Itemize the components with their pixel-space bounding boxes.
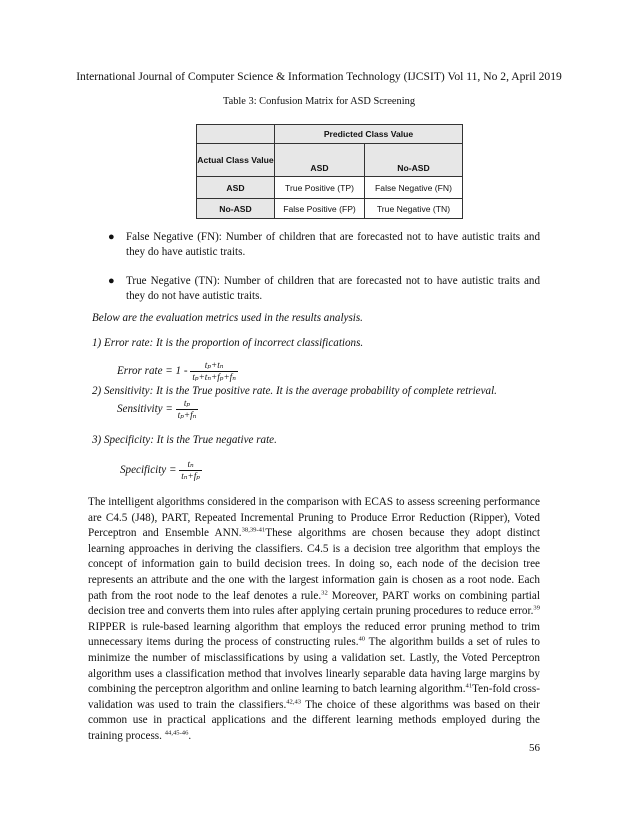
formula-lhs: Error rate = 1 - (117, 365, 188, 378)
page-number: 56 (529, 742, 540, 754)
cell-false-positive: False Positive (FP) (275, 199, 365, 219)
cell-true-negative: True Negative (TN) (365, 199, 463, 219)
formula-numerator: tₚ (183, 398, 191, 408)
metric-specificity-heading: 3) Specificity: It is the True negative rate. (92, 434, 277, 446)
text-run: These algorithms are chosen because they adopt distinct learning approaches in deriving the classifiers. C4.5 is a decision tree algorithm that employs the concept of information gain to build decision trees. In doing so, each node of the decision tree represents an attribute and the one with the largest information gain is chosen as a root node. Each path from the root node to the leaf denotes a rule. (88, 527, 540, 602)
error-rate-formula (117, 360, 238, 383)
predicted-class-header: Predicted Class Value (275, 125, 463, 144)
formula-fraction (176, 398, 199, 421)
text-run: . (188, 729, 192, 742)
definition-list (108, 230, 540, 318)
formula-lhs: Specificity = (120, 464, 177, 477)
text-run: The intelligent algorithms considered in the comparison with ECAS to assess screening performance are C4.5 (J48), PART, Repeated Incremental Pruning to Produce Error Reduction (Ripper), Voted Perceptron and Ensemble ANN. (88, 496, 540, 540)
citation-ref: 44,45-46 (164, 729, 189, 737)
row-header-no-asd: No-ASD (197, 199, 275, 219)
sensitivity-formula (117, 398, 198, 421)
body-paragraph (88, 495, 540, 745)
confusion-matrix-table (196, 124, 463, 219)
text-run: The choice of these algorithms was based on their common use in practical applications and the different learning methods employed during the training process. (88, 698, 540, 742)
formula-denominator: tₚ+fₙ (177, 410, 197, 420)
list-item-text: True Negative (TN): Number of children that are forecasted not to have autistic traits and they do not have autistic traits. (126, 275, 540, 302)
cell-true-positive: True Positive (TP) (275, 177, 365, 199)
text-run: Moreover, PART works on combining partial decision tree and converts them into rules after applying certain pruning procedures to reduce error. (88, 589, 540, 618)
text-run: The algorithm builds a set of rules to minimize the number of misclassifications by using a validation set. Lastly, the Voted Perceptron algorithm uses a classification method that involves linearly separable data having large margins by combining the perceptron algorithm and online learning to batch learning algorithm. (88, 636, 540, 696)
formula-denominator: tₚ+tₙ+fₚ+fₙ (192, 372, 236, 382)
specificity-formula (120, 459, 202, 482)
column-header-asd: ASD (275, 144, 365, 177)
running-header: International Journal of Computer Science & Information Technology (IJCSIT) Vol 11, No 2, April 2019 (76, 70, 562, 83)
bullet-icon: ● (108, 231, 115, 243)
citation-ref: 38,39-41 (241, 526, 266, 534)
citation-ref: 39 (533, 604, 540, 612)
text-run: Ten-fold cross-validation was used to train the classifiers. (88, 683, 540, 711)
text-run: RIPPER is rule-based learning algorithm that employs the reduced error pruning method to trim unnecessary items during the process of constructing rules. (88, 620, 540, 649)
table-corner-cell (197, 125, 275, 144)
column-header-no-asd: No-ASD (365, 144, 463, 177)
metric-error-rate-heading: 1) Error rate: It is the proportion of incorrect classifications. (92, 337, 364, 349)
table-caption: Table 3: Confusion Matrix for ASD Screening (222, 96, 416, 107)
row-header-asd: ASD (197, 177, 275, 199)
formula-numerator: tₚ+tₙ (204, 360, 224, 370)
formula-lhs: Sensitivity = (117, 403, 173, 416)
citation-ref: 41 (465, 682, 473, 690)
citation-ref: 42,43 (286, 697, 302, 705)
citation-ref: 40 (358, 635, 366, 643)
list-item (108, 230, 540, 260)
metrics-intro: Below are the evaluation metrics used in the results analysis. (92, 312, 363, 324)
list-item (108, 274, 540, 304)
formula-fraction (190, 360, 238, 383)
actual-class-header: Actual Class Value (197, 144, 275, 177)
formula-denominator: tₙ+fₚ (181, 471, 200, 481)
formula-fraction (179, 459, 202, 482)
metric-sensitivity-heading: 2) Sensitivity: It is the True positive rate. It is the average probability of complete retrieval. (92, 385, 497, 397)
cell-false-negative: False Negative (FN) (365, 177, 463, 199)
list-item-text: False Negative (FN): Number of children that are forecasted not to have autistic traits and they do have autistic traits. (126, 231, 540, 258)
formula-numerator: tₙ (187, 459, 194, 469)
bullet-icon: ● (108, 275, 115, 287)
citation-ref: 32 (321, 588, 328, 596)
